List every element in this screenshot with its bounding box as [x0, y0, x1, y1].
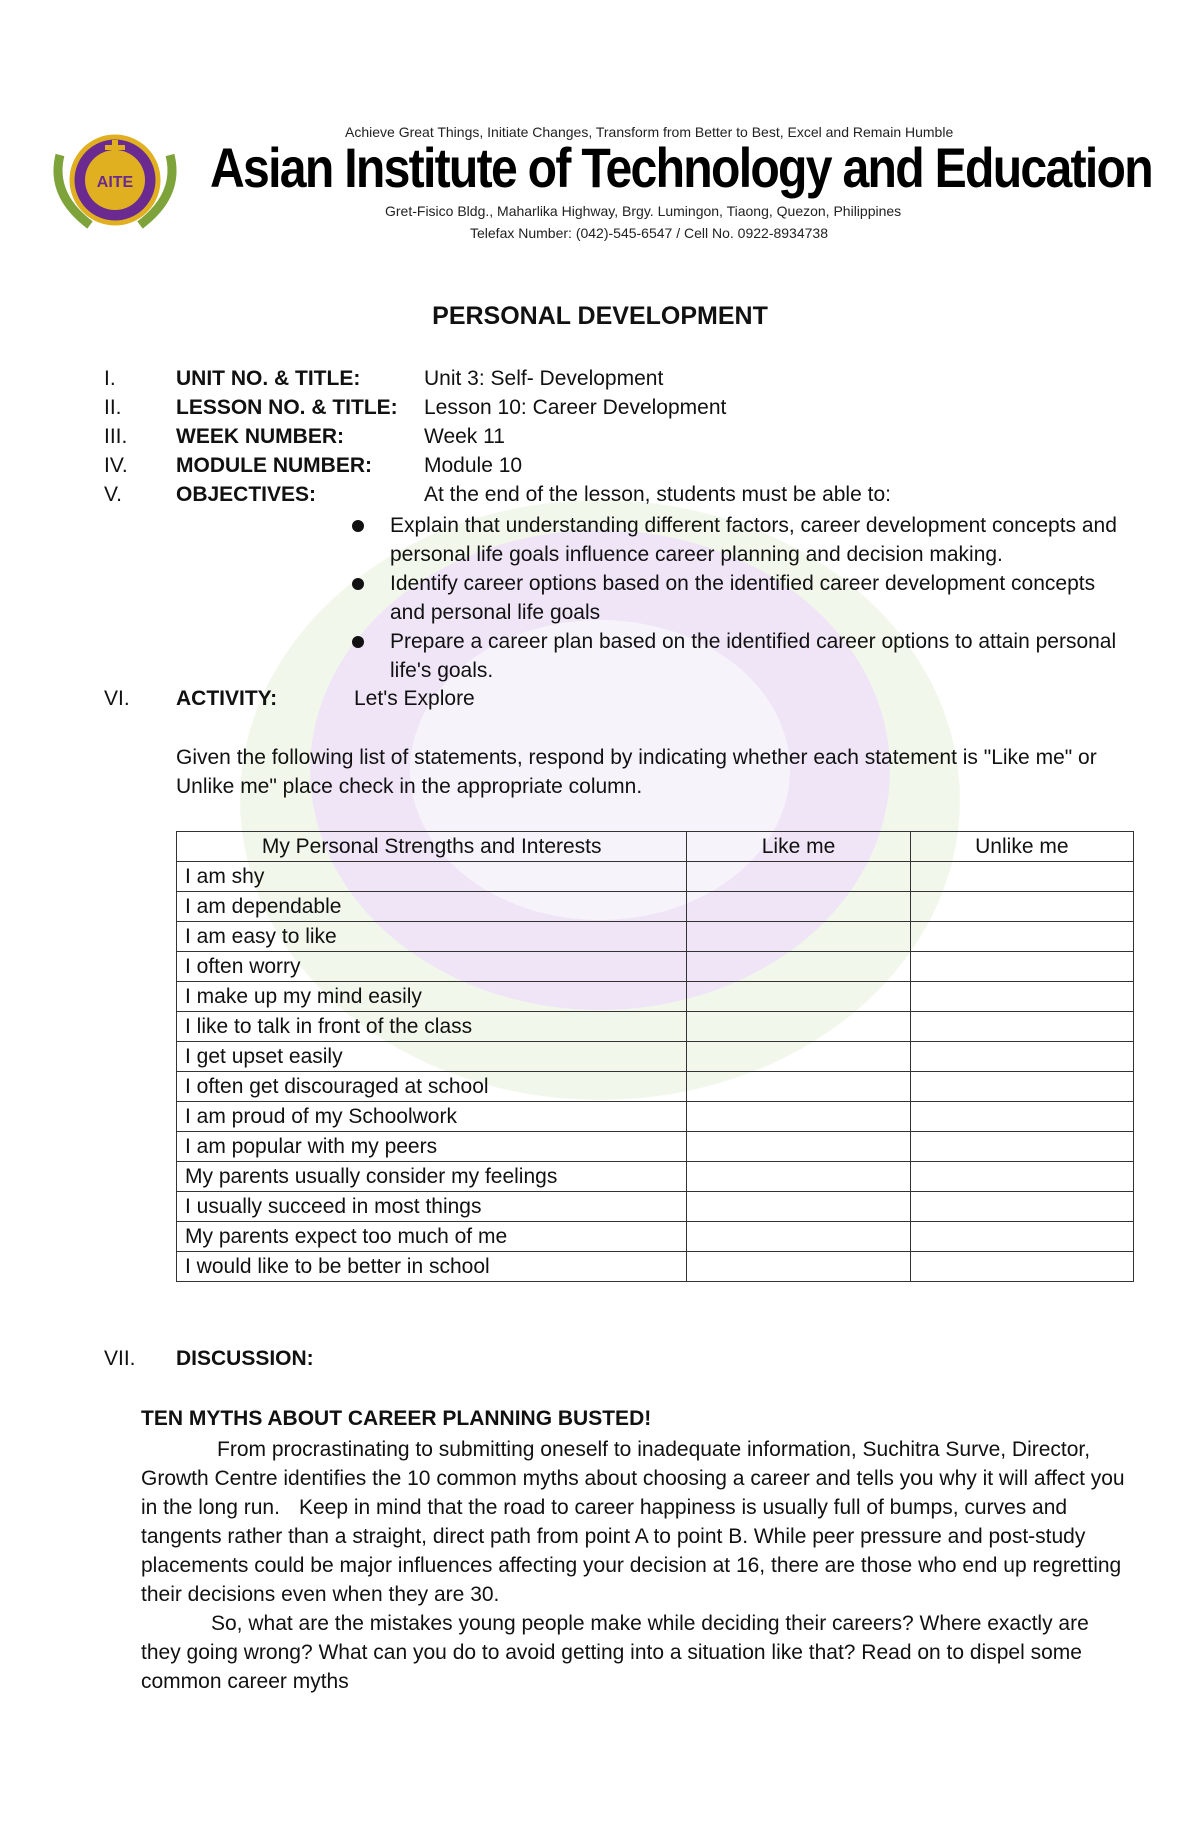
like-me-cell[interactable] — [687, 1222, 910, 1252]
unit-value: Unit 3: Self- Development — [424, 367, 664, 390]
unlike-me-cell[interactable] — [910, 1252, 1133, 1282]
discussion-heading: TEN MYTHS ABOUT CAREER PLANNING BUSTED! — [141, 1407, 652, 1430]
unlike-me-cell[interactable] — [910, 1192, 1133, 1222]
roman-numeral: VI. — [104, 687, 130, 710]
unlike-me-cell[interactable] — [910, 1222, 1133, 1252]
like-me-cell[interactable] — [687, 1132, 910, 1162]
institution-name: Asian Institute of Technology and Education — [210, 136, 1152, 199]
unlike-me-cell[interactable] — [910, 1012, 1133, 1042]
lesson-label: LESSON NO. & TITLE: — [176, 396, 398, 419]
table-row — [177, 1012, 1134, 1042]
roman-numeral: I. — [104, 367, 116, 390]
unlike-me-cell[interactable] — [910, 982, 1133, 1012]
week-label: WEEK NUMBER: — [176, 425, 344, 448]
roman-numeral: III. — [104, 425, 128, 448]
unlike-me-cell[interactable] — [910, 1042, 1133, 1072]
bullet-icon — [352, 520, 364, 532]
column-header: Unlike me — [910, 832, 1133, 862]
week-value: Week 11 — [424, 425, 505, 448]
table-row — [177, 892, 1134, 922]
table-row — [177, 982, 1134, 1012]
statement-cell: My parents expect too much of me — [177, 1222, 687, 1252]
statement-cell: I am popular with my peers — [177, 1132, 687, 1162]
lesson-value: Lesson 10: Career Development — [424, 396, 727, 419]
table-row — [177, 952, 1134, 982]
address: Gret-Fisico Bldg., Maharlika Highway, Brgy. Lumingon, Tiaong, Quezon, Philippines — [385, 203, 902, 219]
like-me-cell[interactable] — [687, 1012, 910, 1042]
statement-cell: I would like to be better in school — [177, 1252, 687, 1282]
roman-numeral: II. — [104, 396, 122, 419]
school-logo-icon — [50, 125, 180, 235]
statement-cell: I am dependable — [177, 892, 687, 922]
unlike-me-cell[interactable] — [910, 922, 1133, 952]
objective-item: Prepare a career plan based on the identified career options to attain personal life's goals. — [390, 630, 1117, 682]
statement-cell: I like to talk in front of the class — [177, 1012, 687, 1042]
unlike-me-cell[interactable] — [910, 1162, 1133, 1192]
like-me-cell[interactable] — [687, 1042, 910, 1072]
objectives-label: OBJECTIVES: — [176, 483, 317, 506]
statement-cell: I make up my mind easily — [177, 982, 687, 1012]
column-header: My Personal Strengths and Interests — [177, 832, 687, 862]
table-row — [177, 1192, 1134, 1222]
statement-cell: I usually succeed in most things — [177, 1192, 687, 1222]
unit-label: UNIT NO. & TITLE: — [176, 367, 361, 390]
like-me-cell[interactable] — [687, 952, 910, 982]
table-header-row — [177, 832, 1134, 862]
table-row — [177, 922, 1134, 952]
table-row — [177, 1072, 1134, 1102]
statement-cell: I am easy to like — [177, 922, 687, 952]
table-row — [177, 862, 1134, 892]
table-row — [177, 1102, 1134, 1132]
document-title: PERSONAL DEVELOPMENT — [432, 302, 768, 330]
strengths-table — [176, 831, 1134, 1282]
discussion-paragraph: Keep in mind that the road to career happiness is usually full of bumps, curves and tangents rather than a straight, direct path from point A to point B. While peer pressure and post-study placements could be major influences affecting your decision at 16, there are those who end up regretting their decisions even when they are 30. — [141, 1496, 1122, 1606]
statement-cell: I am shy — [177, 862, 687, 892]
objectives-intro: At the end of the lesson, students must be able to: — [424, 483, 891, 506]
column-header: Like me — [687, 832, 910, 862]
letterhead — [40, 110, 1170, 250]
like-me-cell[interactable] — [687, 1162, 910, 1192]
unlike-me-cell[interactable] — [910, 1102, 1133, 1132]
statement-cell: I often get discouraged at school — [177, 1072, 687, 1102]
unlike-me-cell[interactable] — [910, 952, 1133, 982]
roman-numeral: VII. — [104, 1347, 136, 1370]
like-me-cell[interactable] — [687, 1072, 910, 1102]
unlike-me-cell[interactable] — [910, 1132, 1133, 1162]
bullet-icon — [352, 578, 364, 590]
roman-numeral: IV. — [104, 454, 128, 477]
statement-cell: My parents usually consider my feelings — [177, 1162, 687, 1192]
module-value: Module 10 — [424, 454, 523, 477]
objective-item: Identify career options based on the identified career development concepts and personal life goals — [390, 572, 1096, 624]
logo-text: AITE — [96, 174, 134, 191]
unlike-me-cell[interactable] — [910, 892, 1133, 922]
unlike-me-cell[interactable] — [910, 862, 1133, 892]
table-row — [177, 1042, 1134, 1072]
like-me-cell[interactable] — [687, 922, 910, 952]
like-me-cell[interactable] — [687, 892, 910, 922]
objective-item: Explain that understanding different factors, career development concepts and personal life goals influence career planning and decision making. — [390, 514, 1117, 566]
statement-cell: I often worry — [177, 952, 687, 982]
module-label: MODULE NUMBER: — [176, 454, 372, 477]
like-me-cell[interactable] — [687, 982, 910, 1012]
table-row — [177, 1222, 1134, 1252]
bullet-icon — [352, 636, 364, 648]
tagline: Achieve Great Things, Initiate Changes, Transform from Better to Best, Excel and Remain Humble — [345, 124, 954, 140]
statement-cell: I get upset easily — [177, 1042, 687, 1072]
roman-numeral: V. — [104, 483, 122, 506]
discussion-paragraph: From procrastinating to submitting oneself to inadequate information, Suchitra Surve, Director, Growth Centre identifies the 10 common myths about choosing a career and tells you why it will affect you in the long run. — [141, 1438, 1125, 1519]
table-row — [177, 1252, 1134, 1282]
like-me-cell[interactable] — [687, 862, 910, 892]
unlike-me-cell[interactable] — [910, 1072, 1133, 1102]
activity-instructions: Given the following list of statements, respond by indicating whether each statement is "Like me" or Unlike me" place check in the appropriate column. — [176, 746, 1097, 798]
like-me-cell[interactable] — [687, 1102, 910, 1132]
telefax: Telefax Number: (042)-545-6547 / Cell No. 0922-8934738 — [470, 225, 828, 241]
like-me-cell[interactable] — [687, 1192, 910, 1222]
like-me-cell[interactable] — [687, 1252, 910, 1282]
discussion-paragraph: So, what are the mistakes young people make while deciding their careers? Where exactly are they going wrong? What can you do to avoid getting into a situation like that? Read on to dispel some common career myths — [141, 1612, 1089, 1693]
table-row — [177, 1162, 1134, 1192]
table-row — [177, 1132, 1134, 1162]
activity-label: ACTIVITY: — [176, 687, 278, 710]
discussion-label: DISCUSSION: — [176, 1347, 314, 1370]
statement-cell: I am proud of my Schoolwork — [177, 1102, 687, 1132]
activity-title: Let's Explore — [354, 687, 475, 710]
